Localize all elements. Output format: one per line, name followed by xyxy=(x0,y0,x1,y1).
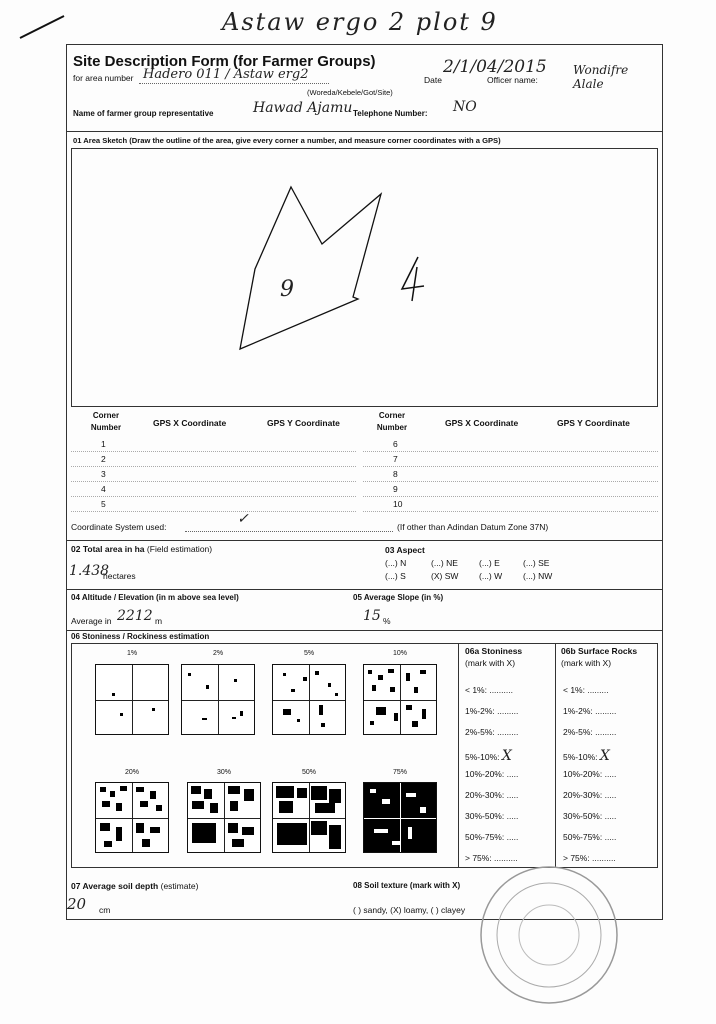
gps-y-header-right: GPS Y Coordinate xyxy=(557,418,630,428)
gps-x-header-left: GPS X Coordinate xyxy=(153,418,227,428)
corner-header-left: Corner Number xyxy=(90,411,122,432)
date-label: Date xyxy=(424,75,442,85)
gps-x-header-right: GPS X Coordinate xyxy=(445,418,519,428)
rock-option[interactable]: 5%-10%: X xyxy=(563,748,610,764)
stoniness-title: 06 Stoniness / Rockiness estimation xyxy=(71,632,210,641)
stone-mark: X xyxy=(501,748,512,764)
divider xyxy=(67,589,662,590)
stoniness-grid-5pct xyxy=(272,664,346,735)
total-area-label: 02 Total area in ha (Field estimation) xyxy=(71,544,213,554)
aspect-option-se[interactable]: (...) SE xyxy=(523,558,550,568)
rocks-options xyxy=(563,685,655,874)
rocks-sub: (mark with X) xyxy=(561,658,612,668)
phone-label: Telephone Number: xyxy=(353,109,428,118)
rock-option[interactable]: 30%-50%: ..... xyxy=(563,811,617,821)
area-number-line xyxy=(139,83,329,84)
texture-option-clayey[interactable]: ( ) clayey xyxy=(430,905,466,915)
corner-row[interactable]: 10 xyxy=(363,497,658,512)
stoniness-grid-30pct xyxy=(187,782,261,853)
area-number-label: for area number xyxy=(73,73,134,83)
stoniness-options xyxy=(465,685,553,874)
area-number-hint: (Woreda/Kebele/Got/Site) xyxy=(307,88,393,97)
altitude-suffix: m xyxy=(155,616,163,626)
pct-label: 75% xyxy=(392,769,407,776)
stoniness-sub: (mark with X) xyxy=(465,658,516,668)
officer-value[interactable]: Wondifre Alale xyxy=(573,63,629,91)
corner-row[interactable]: 2 xyxy=(71,452,356,467)
area-sketch-drawing xyxy=(72,149,657,406)
rock-mark: X xyxy=(599,748,610,764)
aspect-label: 03 Aspect xyxy=(385,545,425,555)
phone-value[interactable]: NO xyxy=(453,99,477,115)
date-value[interactable]: 2/1/04/2015 xyxy=(443,57,547,77)
corner-header-right: Corner Number xyxy=(376,411,408,432)
gps-left-rows xyxy=(71,437,356,512)
hectares-label: hectares xyxy=(103,571,136,581)
stone-option[interactable]: 20%-30%: ..... xyxy=(465,790,519,800)
corner-row[interactable]: 4 xyxy=(71,482,356,497)
stoniness-grid-1pct xyxy=(95,664,169,735)
stoniness-grid-50pct xyxy=(272,782,346,853)
pct-label: 10% xyxy=(392,650,407,657)
sketch-title: 01 Area Sketch (Draw the outline of the area, give every corner a number, and measure corner coordinates with a GPS) xyxy=(73,136,501,145)
rep-label: Name of farmer group representative xyxy=(73,109,214,118)
texture-label: 08 Soil texture (mark with X) xyxy=(353,881,461,890)
pct-label: 50% xyxy=(301,769,316,776)
pct-label: 5% xyxy=(303,650,315,657)
soil-depth-label: 07 Average soil depth (estimate) xyxy=(71,881,199,891)
divider xyxy=(67,540,662,541)
stone-option[interactable]: 2%-5%: ......... xyxy=(465,727,519,737)
stone-option[interactable]: 5%-10%: X xyxy=(465,748,512,764)
divider xyxy=(67,131,662,132)
stone-option[interactable]: 30%-50%: ..... xyxy=(465,811,519,821)
coord-note: (If other than Adindan Datum Zone 37N) xyxy=(397,522,549,532)
aspect-option-w[interactable]: (...) W xyxy=(479,571,503,581)
rock-option[interactable]: 2%-5%: ......... xyxy=(563,727,617,737)
aspect-option-sw[interactable]: (X) SW xyxy=(431,571,459,581)
altitude-label: 04 Altitude / Elevation (in m above sea level) xyxy=(71,593,239,602)
soil-depth-value[interactable]: 20 xyxy=(67,895,87,913)
rep-value[interactable]: Hawad Ajamu xyxy=(253,100,353,116)
stone-option[interactable]: > 75%: .......... xyxy=(465,853,518,863)
stone-option[interactable]: 10%-20%: ..... xyxy=(465,769,519,779)
site-description-form xyxy=(66,44,663,920)
stoniness-head: 06a Stoniness xyxy=(465,646,523,656)
pct-label: 2% xyxy=(212,650,224,657)
slope-label: 05 Average Slope (in %) xyxy=(353,593,444,602)
aspect-option-ne[interactable]: (...) NE xyxy=(431,558,458,568)
rocks-head: 06b Surface Rocks xyxy=(561,646,638,656)
slope-suffix: % xyxy=(383,616,391,626)
divider xyxy=(67,630,662,631)
form-title: Site Description Form (for Farmer Groups) xyxy=(73,53,376,70)
total-area-value[interactable]: 1.438 xyxy=(69,563,110,579)
corner-row[interactable]: 7 xyxy=(363,452,658,467)
coord-label: Coordinate System used: xyxy=(71,522,167,532)
stoniness-grid-10pct xyxy=(363,664,437,735)
texture-option-sandy[interactable]: ( ) sandy, xyxy=(353,905,388,915)
stoniness-grid-2pct xyxy=(181,664,255,735)
slope-value[interactable]: 15 xyxy=(363,608,381,624)
coord-line xyxy=(185,531,393,532)
aspect-option-nw[interactable]: (...) NW xyxy=(523,571,553,581)
official-stamp xyxy=(476,862,622,1008)
stoniness-grid-75pct xyxy=(363,782,437,853)
stone-option[interactable]: < 1%: .......... xyxy=(465,685,513,695)
pct-label: 20% xyxy=(124,769,139,776)
soil-depth-unit: cm xyxy=(99,905,111,915)
header-handwriting: Astaw ergo 2 plot 9 xyxy=(222,8,498,36)
stoniness-grid-20pct xyxy=(95,782,169,853)
texture-options xyxy=(353,905,465,915)
rock-option[interactable]: 50%-75%: ..... xyxy=(563,832,617,842)
rock-option[interactable]: 1%-2%: ......... xyxy=(563,706,617,716)
stoniness-col-divider xyxy=(458,643,459,868)
rock-option[interactable]: < 1%: ......... xyxy=(563,685,609,695)
texture-option-loamy[interactable]: (X) loamy, xyxy=(390,905,429,915)
sketch-label-9: 9 xyxy=(280,277,294,302)
gps-y-header-left: GPS Y Coordinate xyxy=(267,418,340,428)
corner-row[interactable]: 6 xyxy=(363,437,658,452)
officer-label: Officer name: xyxy=(487,75,538,85)
corner-row[interactable]: 3 xyxy=(71,467,356,482)
corner-row[interactable]: 1 xyxy=(71,437,356,452)
margin-stroke xyxy=(18,12,68,42)
altitude-value[interactable]: 2212 xyxy=(117,608,153,624)
pct-label: 1% xyxy=(126,650,138,657)
aspect-option-e[interactable]: (...) E xyxy=(479,558,500,568)
rock-option[interactable]: 10%-20%: ..... xyxy=(563,769,617,779)
gps-right-rows xyxy=(363,437,658,512)
aspect-option-n[interactable]: (...) N xyxy=(385,558,407,568)
corner-row[interactable]: 9 xyxy=(363,482,658,497)
stoniness-col-divider xyxy=(555,643,556,868)
aspect-option-s[interactable]: (...) S xyxy=(385,571,406,581)
corner-row[interactable]: 5 xyxy=(71,497,356,512)
stone-option[interactable]: 50%-75%: ..... xyxy=(465,832,519,842)
sketch-box xyxy=(71,148,658,407)
area-number-value[interactable]: Hadero 011 / Astaw erg2 xyxy=(143,67,309,82)
sketch-label-4 xyxy=(424,249,429,258)
stone-option[interactable]: 1%-2%: ......... xyxy=(465,706,519,716)
rock-option[interactable]: > 75%: .......... xyxy=(563,853,616,863)
coord-mark[interactable]: ✓ xyxy=(237,511,249,527)
rock-option[interactable]: 20%-30%: ..... xyxy=(563,790,617,800)
altitude-prefix: Average in xyxy=(71,616,112,626)
corner-row[interactable]: 8 xyxy=(363,467,658,482)
pct-label: 30% xyxy=(216,769,231,776)
